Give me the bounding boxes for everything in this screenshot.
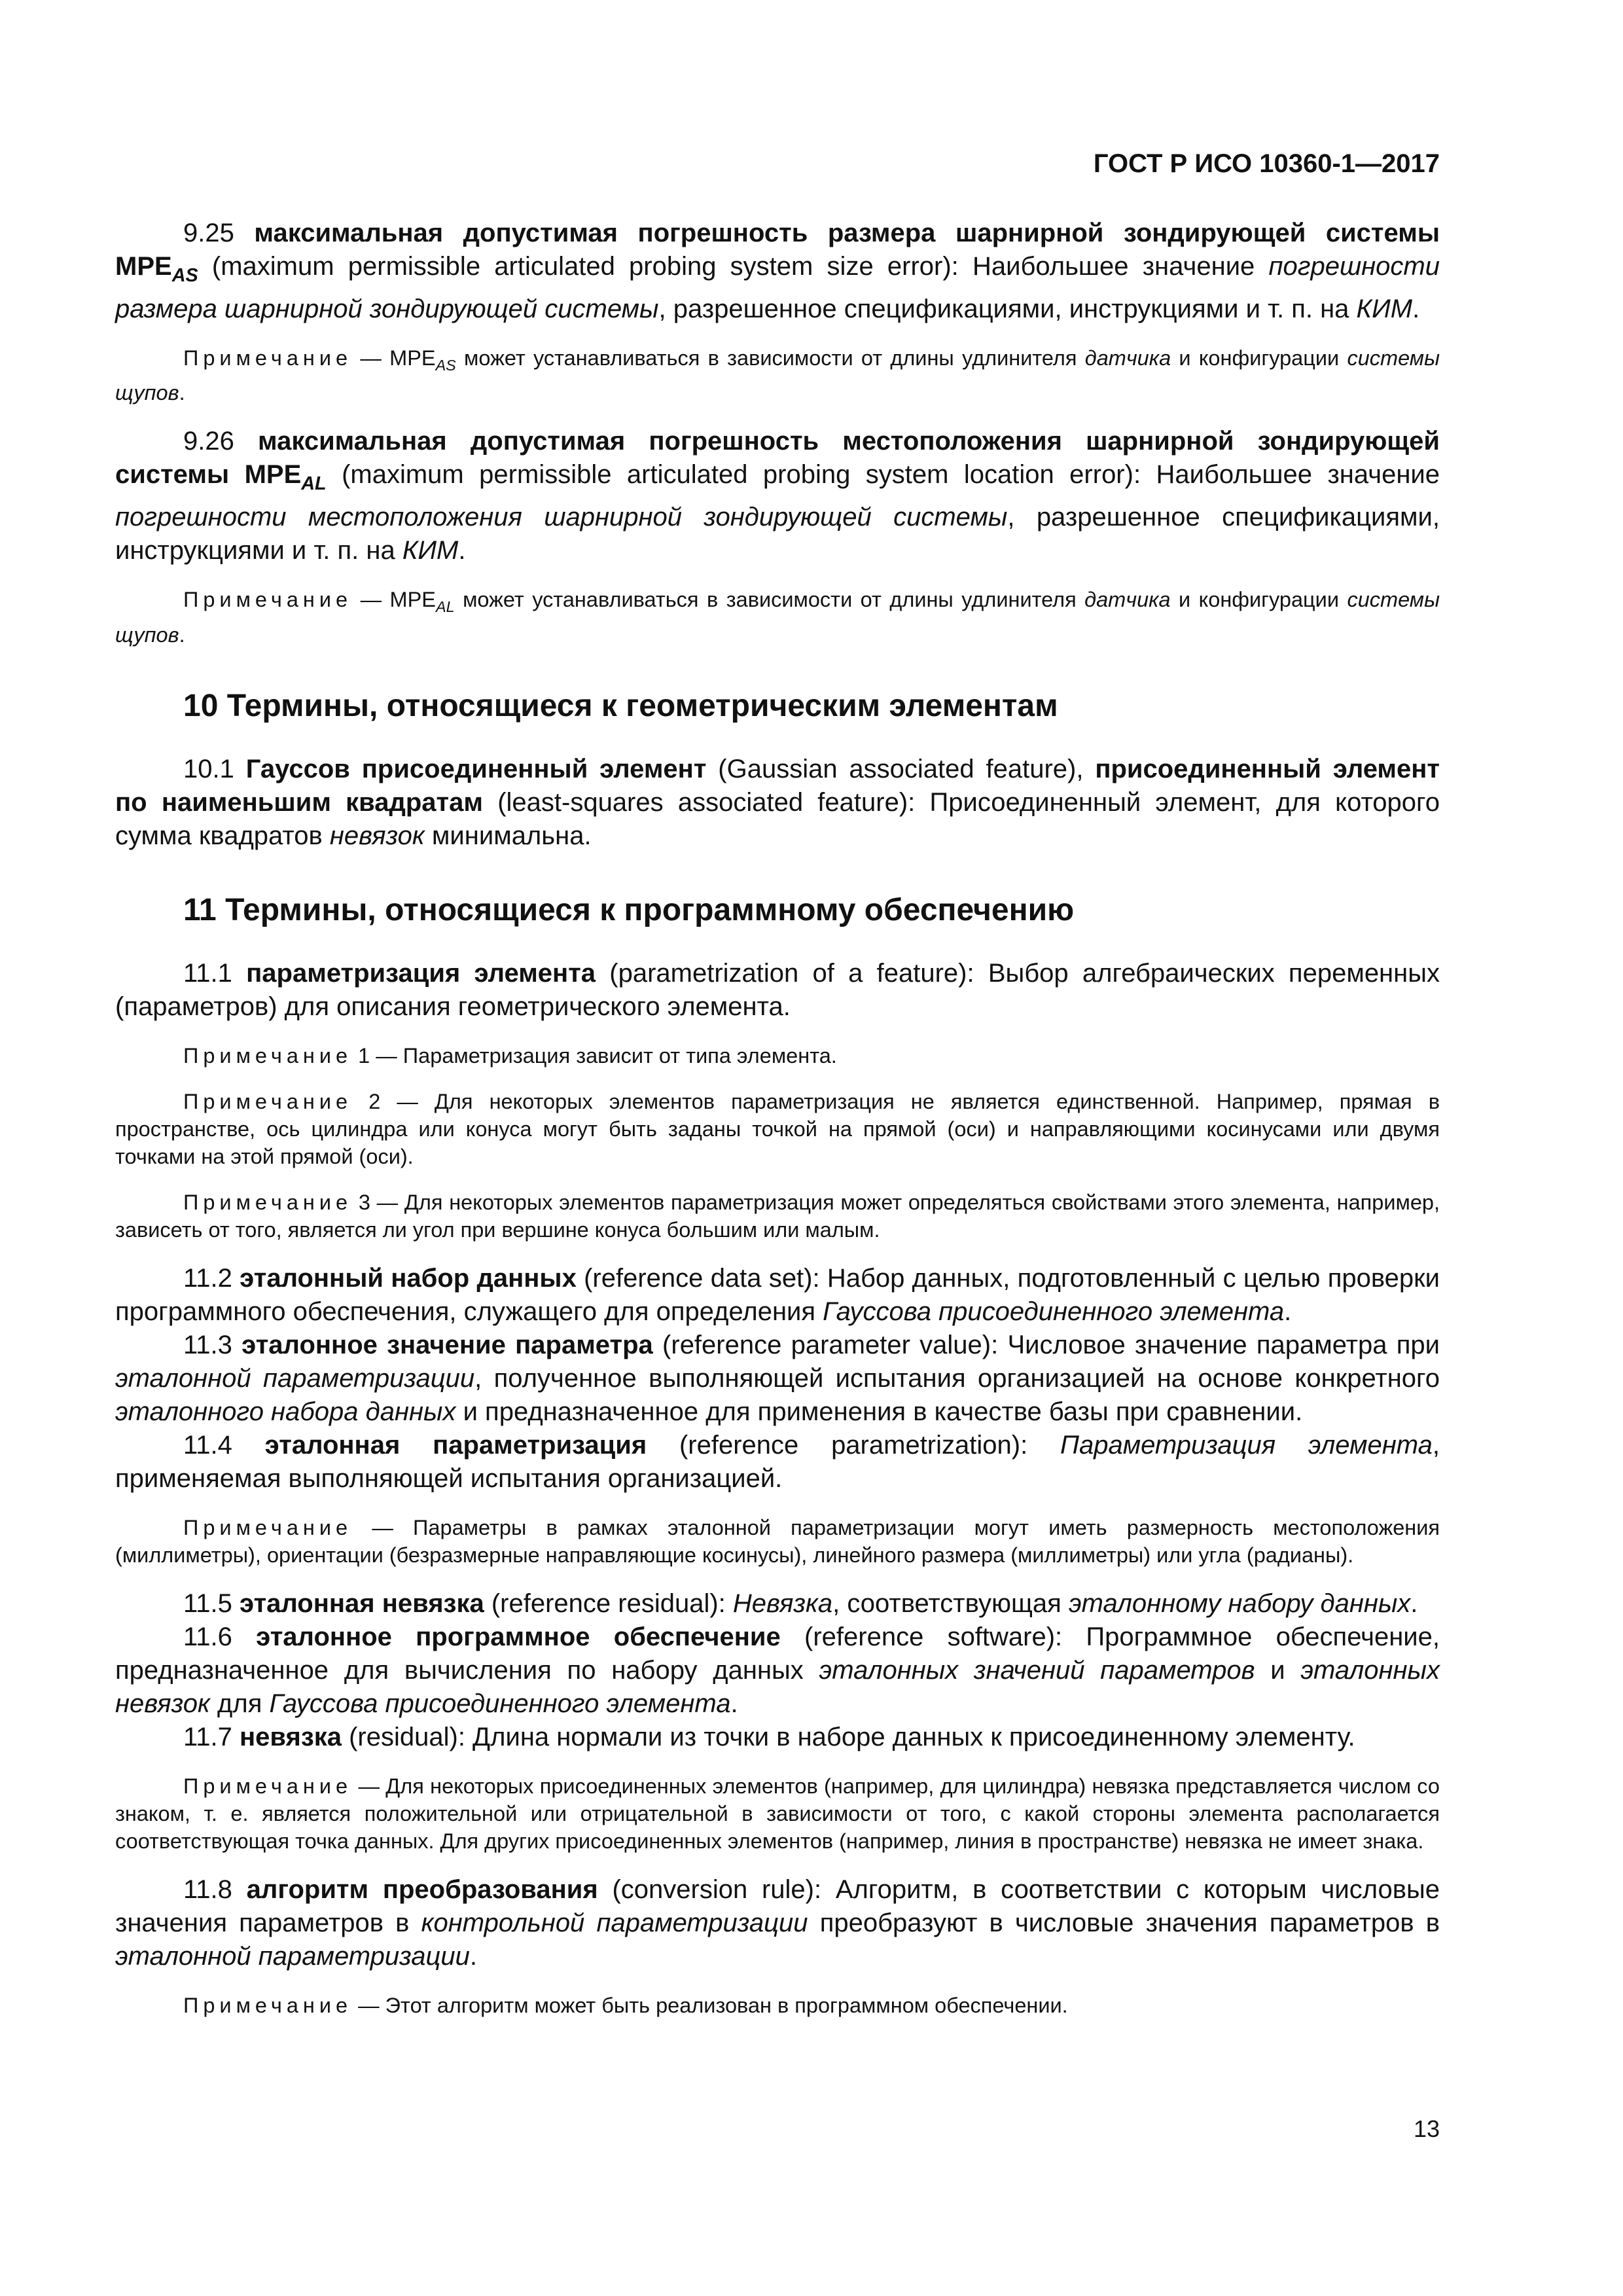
note-11-4: Примечание — Параметры в рамках эталонной параметризации могут иметь размерность местоположения (миллиметры), ориентации (безразмерные направляющие косинусы), линейного размера (миллиметры) или угла (радианы).	[115, 1515, 1440, 1567]
clause-11-8: 11.8 алгоритм преобразования (conversion rule): Алгоритм, в соответствии с которым числовые значения параметров в контрольной параметризации преобразуют в числовые значения параметров в эталонной параметризации.	[115, 1874, 1440, 1971]
clause-9-26: 9.26 максимальная допустимая погрешность местоположения шарнирной зондирующей системы $MPE_{AL}$ (maximum permissible articulated probing system location error): Наибольшее значение погрешности местоположения шарнирной зондирующей системы, разрешенное спецификациями, инструкциями и т. п. на КИМ.	[115, 427, 1440, 565]
clause-11-6: 11.6 эталонное программное обеспечение (reference software): Программное обеспечение, предназначенное для вычисления по набору данных эталонных значений параметров и эталонных невязок для Гауссова присоединенного элемента.	[115, 1622, 1440, 1718]
note-11-1-2: Примечание 2 — Для некоторых элементов параметризация не является единственной. Например, прямая в пространстве, ось цилиндра или конуса могут быть заданы точкой на прямой (оси) и направляющими косинусами или двумя точками на этой прямой (оси).	[115, 1089, 1440, 1168]
page-content	[115, 149, 1440, 2037]
note-11-7: Примечание — Для некоторых присоединенных элементов (например, для цилиндра) невязка представляется числом со знаком, т. е. является положительной или отрицательной в зависимости от того, с какой стороны элемента располагается соответствующая точка данных. Для других присоединенных элементов (например, линия в пространстве) невязка не имеет знака.	[115, 1774, 1440, 1853]
note-11-8: Примечание — Этот алгоритм может быть реализован в программном обеспечении.	[183, 1993, 1068, 2017]
clause-11-7: 11.7 невязка (residual): Длина нормали из точки в наборе данных к присоединенному элементу.	[183, 1722, 1355, 1751]
clause-11-2: 11.2 эталонный набор данных (reference data set): Набор данных, подготовленный с целью проверки программного обеспечения, служащего для определения Гауссова присоединенного элемента.	[115, 1263, 1440, 1326]
clause-11-3: 11.3 эталонное значение параметра (reference parameter value): Числовое значение параметра при эталонной параметризации, полученное выполняющей испытания организацией на основе конкретного эталонного набора данных и предназначенное для применения в качестве базы при сравнении.	[115, 1330, 1440, 1426]
clause-11-5: 11.5 эталонная невязка (reference residual): Невязка, соответствующая эталонному набору данных.	[183, 1588, 1418, 1618]
section-11-heading: 11 Термины, относящиеся к программному обеспечению	[183, 892, 1075, 927]
clause-9-25: 9.25 максимальная допустимая погрешность размера шарнирной зондирующей системы $MPE_{AS}$ (maximum permissible articulated probing system size error): Наибольшее значение погрешности размера шарнирной зондирующей системы, разрешенное спецификациями, инструкциями и т. п. на КИМ.	[115, 219, 1440, 324]
page-number: 13	[1413, 2115, 1440, 2142]
clause-11-1: 11.1 параметризация элемента (parametrization of a feature): Выбор алгебраических переменных (параметров) для описания геометрического элемента.	[115, 958, 1440, 1021]
note-9-25: Примечание — $MPE_{AS}$ может устанавливаться в зависимости от длины удлинителя датчика и конфигурации системы щупов.	[115, 346, 1440, 405]
term: максимальная допустимая погрешность местоположения шарнирной зондирующей системы $MPE_{AL}$	[115, 427, 1440, 495]
document-header: ГОСТ Р ИСО 10360-1—2017	[1093, 149, 1440, 178]
section-10-heading: 10 Термины, относящиеся к геометрическим элементам	[183, 688, 1058, 723]
clause-11-4: 11.4 эталонная параметризация (reference parametrization): Параметризация элемента, применяемая выполняющей испытания организацией.	[115, 1430, 1440, 1493]
note-11-1-3: Примечание 3 — Для некоторых элементов параметризация может определяться свойствами этого элемента, например, зависеть от того, является ли угол при вершине конуса большим или малым.	[115, 1190, 1440, 1242]
note-11-1-1: Примечание 1 — Параметризация зависит от типа элемента.	[183, 1043, 837, 1067]
clause-10-1: 10.1 Гауссов присоединенный элемент (Gaussian associated feature), присоединенный элемент по наименьшим квадратам (least-squares associated feature): Присоединенный элемент, для которого сумма квадратов невязок минимальна.	[115, 754, 1440, 850]
term: максимальная допустимая погрешность размера шарнирной зондирующей системы $MPE_{AS}$	[115, 219, 1440, 287]
note-9-26: Примечание — $MPE_{AL}$ может устанавливаться в зависимости от длины удлинителя датчика и конфигурации системы щупов.	[115, 588, 1440, 647]
